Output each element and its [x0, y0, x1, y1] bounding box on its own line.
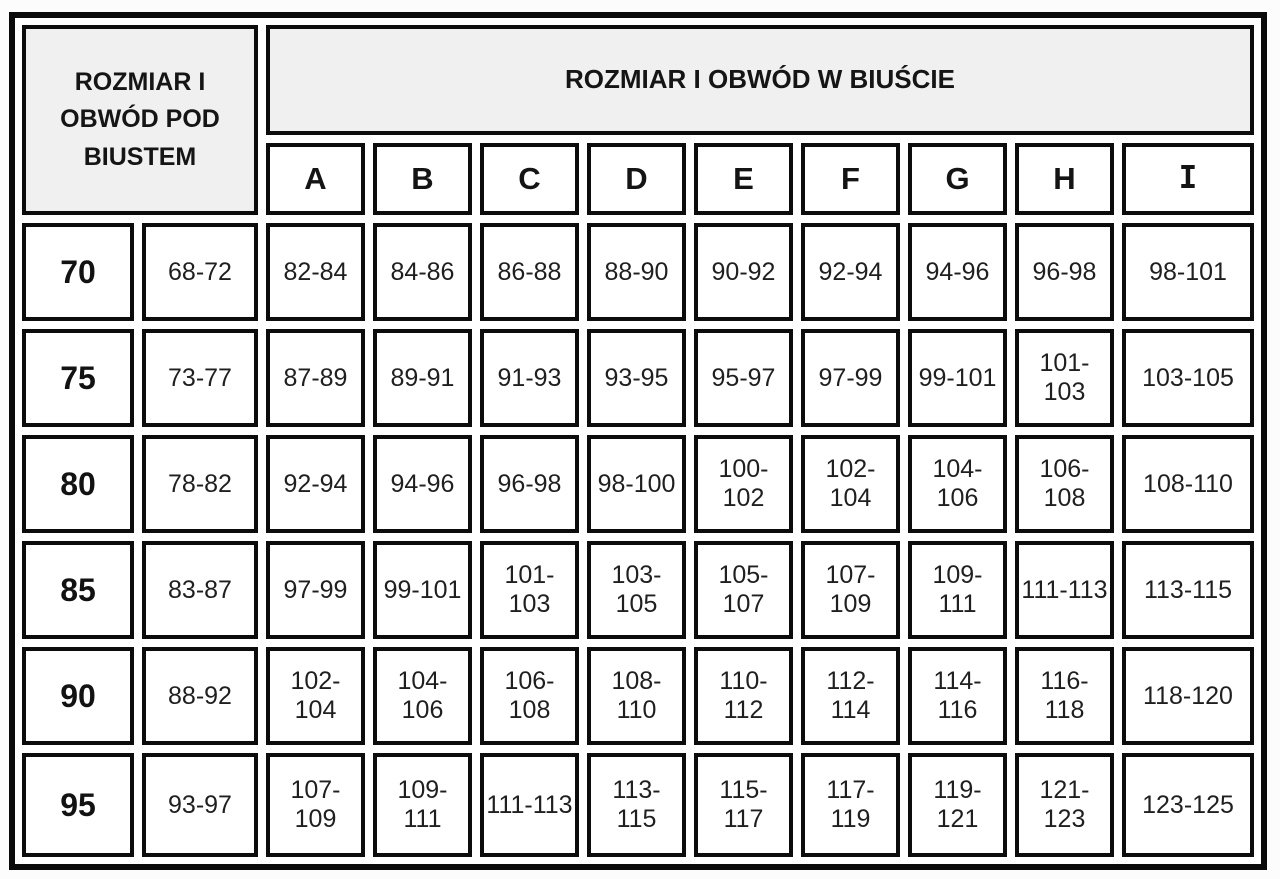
- bust-range-cell: 98-101: [1122, 223, 1254, 321]
- bust-range-cell: 111-113: [1015, 541, 1114, 639]
- bust-range-cell: 95-97: [694, 329, 793, 427]
- bust-range-cell: 94-96: [373, 435, 472, 533]
- bust-range-cell: 103-105: [587, 541, 686, 639]
- bust-range-cell: 104-106: [908, 435, 1007, 533]
- bust-range-cell: 119-121: [908, 753, 1007, 857]
- bust-range-cell: 98-100: [587, 435, 686, 533]
- bust-range-cell: 115-117: [694, 753, 793, 857]
- bust-range-cell: 82-84: [266, 223, 365, 321]
- bust-range-cell: 101-103: [1015, 329, 1114, 427]
- bust-range-cell: 107-109: [266, 753, 365, 857]
- bust-range-cell: 93-95: [587, 329, 686, 427]
- band-size-cell: 70: [22, 223, 134, 321]
- cup-column-header-i: I: [1122, 143, 1254, 215]
- band-size-cell: 80: [22, 435, 134, 533]
- bust-range-cell: 100-102: [694, 435, 793, 533]
- underbust-range-cell: 73-77: [142, 329, 258, 427]
- corner-header-cell: ROZMIAR I OBWÓD POD BIUSTEM: [22, 25, 258, 215]
- cup-column-header-d: D: [587, 143, 686, 215]
- bust-range-cell: 113-115: [1122, 541, 1254, 639]
- bust-range-cell: 111-113: [480, 753, 579, 857]
- underbust-range-cell: 78-82: [142, 435, 258, 533]
- bust-range-cell: 108-110: [1122, 435, 1254, 533]
- bust-range-cell: 92-94: [266, 435, 365, 533]
- bust-range-cell: 89-91: [373, 329, 472, 427]
- bust-range-cell: 109-111: [373, 753, 472, 857]
- bust-range-cell: 86-88: [480, 223, 579, 321]
- bust-range-cell: 113-115: [587, 753, 686, 857]
- bust-range-cell: 87-89: [266, 329, 365, 427]
- bust-range-cell: 92-94: [801, 223, 900, 321]
- cup-column-header-g: G: [908, 143, 1007, 215]
- cup-column-header-e: E: [694, 143, 793, 215]
- bust-range-cell: 101-103: [480, 541, 579, 639]
- bust-range-cell: 96-98: [480, 435, 579, 533]
- bust-range-cell: 108-110: [587, 647, 686, 745]
- bust-range-cell: 102-104: [801, 435, 900, 533]
- bust-range-cell: 104-106: [373, 647, 472, 745]
- bust-range-cell: 110-112: [694, 647, 793, 745]
- bust-range-cell: 118-120: [1122, 647, 1254, 745]
- band-size-cell: 90: [22, 647, 134, 745]
- bust-range-cell: 103-105: [1122, 329, 1254, 427]
- bust-range-cell: 99-101: [373, 541, 472, 639]
- band-size-cell: 75: [22, 329, 134, 427]
- bust-range-cell: 123-125: [1122, 753, 1254, 857]
- bust-range-cell: 116-118: [1015, 647, 1114, 745]
- cup-column-header-h: H: [1015, 143, 1114, 215]
- band-size-cell: 85: [22, 541, 134, 639]
- bust-range-cell: 106-108: [480, 647, 579, 745]
- bust-range-cell: 94-96: [908, 223, 1007, 321]
- bust-range-cell: 107-109: [801, 541, 900, 639]
- bust-range-cell: 99-101: [908, 329, 1007, 427]
- bust-range-cell: 109-111: [908, 541, 1007, 639]
- bust-range-cell: 121-123: [1015, 753, 1114, 857]
- bust-range-cell: 90-92: [694, 223, 793, 321]
- cup-column-header-c: C: [480, 143, 579, 215]
- size-table: [9, 12, 1267, 870]
- bust-range-cell: 97-99: [266, 541, 365, 639]
- underbust-range-cell: 88-92: [142, 647, 258, 745]
- underbust-range-cell: 68-72: [142, 223, 258, 321]
- underbust-range-cell: 83-87: [142, 541, 258, 639]
- bust-range-cell: 97-99: [801, 329, 900, 427]
- cup-column-header-b: B: [373, 143, 472, 215]
- cup-column-header-f: F: [801, 143, 900, 215]
- bust-range-cell: 106-108: [1015, 435, 1114, 533]
- bust-range-cell: 96-98: [1015, 223, 1114, 321]
- bust-range-cell: 114-116: [908, 647, 1007, 745]
- band-size-cell: 95: [22, 753, 134, 857]
- bust-range-cell: 84-86: [373, 223, 472, 321]
- bust-range-cell: 112-114: [801, 647, 900, 745]
- bust-range-cell: 91-93: [480, 329, 579, 427]
- bust-range-cell: 105-107: [694, 541, 793, 639]
- bust-span-header-cell: ROZMIAR I OBWÓD W BIUŚCIE: [266, 25, 1254, 135]
- bust-range-cell: 88-90: [587, 223, 686, 321]
- cup-column-header-a: A: [266, 143, 365, 215]
- underbust-range-cell: 93-97: [142, 753, 258, 857]
- bust-range-cell: 102-104: [266, 647, 365, 745]
- bust-range-cell: 117-119: [801, 753, 900, 857]
